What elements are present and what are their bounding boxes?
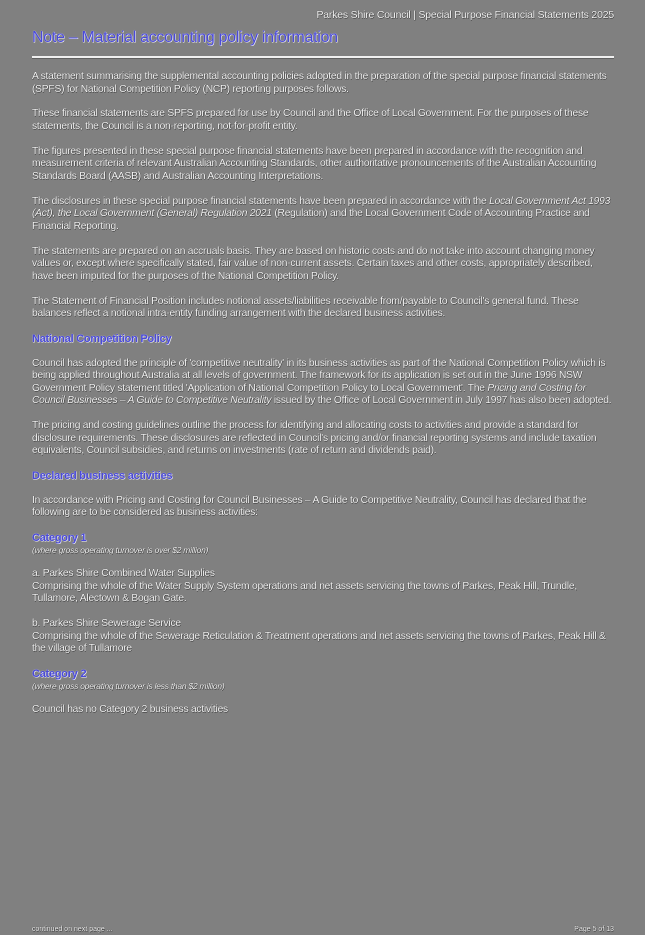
intro-paragraph-2: These financial statements are SPFS prepared for use by Council and the Office of Local Government. For the purposes of these statements, the Council is a non-reporting, not-for-profit entity.	[32, 108, 589, 132]
intro-paragraph-3: The figures presented in these special purpose financial statements have been prepared in accordance with the recognition and measurement criteria of relevant Australian Accounting Standards, other authoritative pronouncements of the Australian Accounting Standards Board (AASB) and Australian Accounting Interpretations.	[32, 145, 597, 182]
category-2-heading: Category 2	[32, 667, 87, 680]
intro-p4-prefix: The disclosures in these special purpose financial statements have been prepared in accordance with the	[32, 195, 490, 207]
category-1-subtitle: (where gross operating turnover is over $2 million)	[32, 545, 209, 556]
footer-continued: continued on next page ...	[32, 926, 113, 933]
ncp-paragraph-2: The pricing and costing guidelines outline the process for identifying and allocating costs to activities and provide a standard for disclosure requirements. These disclosures are reflected in Council's pricing and/or financial reporting systems and include taxation equivalents, Council subsidies, and returns on investments (rate of return and dividends paid).	[32, 420, 597, 457]
footer-page-number: Page 5 of 13	[574, 926, 614, 933]
intro-paragraph-4	[32, 196, 614, 234]
intro-p4-legislation: Local Government Act 1993 (Act), the Local Government (General) Regulation 2021	[32, 195, 611, 220]
category-2-note: Council has no Category 2 business activities	[32, 703, 228, 715]
intro-paragraph-6: The Statement of Financial Position includes notional assets/liabilities receivable from/payable to Council's general fund. These balances reflect a notional intra-entity funding arrangement with the declared business activities.	[32, 295, 579, 320]
declared-paragraph-1: In accordance with Pricing and Costing for Council Businesses – A Guide to Competitive Neutrality, Council has declared that the following are to be considered as business activities:	[32, 494, 587, 519]
ncp-p1-suffix: issued by the Office of Local Government in July 1997 has also been adopted.	[271, 395, 612, 407]
category-2-subtitle: (where gross operating turnover is less than $2 million)	[32, 680, 225, 691]
ncp-paragraph-1	[32, 358, 614, 408]
activity-sewerage-title: b. Parkes Shire Sewerage Service	[32, 617, 181, 629]
activity-water-title: a. Parkes Shire Combined Water Supplies	[32, 568, 215, 580]
page-header: Parkes Shire Council | Special Purpose Financial Statements 2025	[316, 9, 614, 21]
title-divider	[32, 56, 614, 58]
activity-sewerage-description: Comprising the whole of the Sewerage Reticulation & Treatment operations and net assets servicing the towns of Parkes, Peak Hill & the village of Tullamore	[32, 630, 606, 655]
ncp-p1-prefix: Council has adopted the principle of 'competitive neutrality' in its business activities as part of the National Competition Policy which is being applied throughout Australia at all levels of government. The framework for its application is set out in the June 1996 NSW Government Policy statement titled 'Application of National Competition Policy to Local Government'. The	[32, 357, 606, 394]
category-1-heading: Category 1	[32, 532, 87, 545]
document-body	[32, 71, 614, 716]
declared-activities-heading: Declared business activities	[32, 470, 173, 483]
intro-p4-suffix: (Regulation) and the Local Government Code of Accounting Practice and Financial Reporting.	[32, 208, 590, 232]
intro-paragraph-1: A statement summarising the supplemental accounting policies adopted in the preparation of the special purpose financial statements (SPFS) for National Competition Policy (NCP) reporting purposes follows.	[32, 71, 607, 95]
ncp-heading: National Competition Policy	[32, 333, 172, 346]
intro-paragraph-5: The statements are prepared on an accruals basis. They are based on historic costs and do not take into account changing money values or, except where specifically stated, fair value of non-current assets. Certain taxes and other costs, appropriately described, have been imputed for the purposes of the National Competition Policy.	[32, 245, 595, 282]
page-title: Note – Material accounting policy information	[32, 29, 338, 46]
ncp-p1-guide-title: Pricing and Costing for Council Businesses – A Guide to Competitive Neutrality	[32, 382, 586, 407]
activity-water-description: Comprising the whole of the Water Supply System operations and net assets servicing the towns of Parkes, Peak Hill, Trundle, Tullamore, Alectown & Bogan Gate.	[32, 580, 577, 605]
